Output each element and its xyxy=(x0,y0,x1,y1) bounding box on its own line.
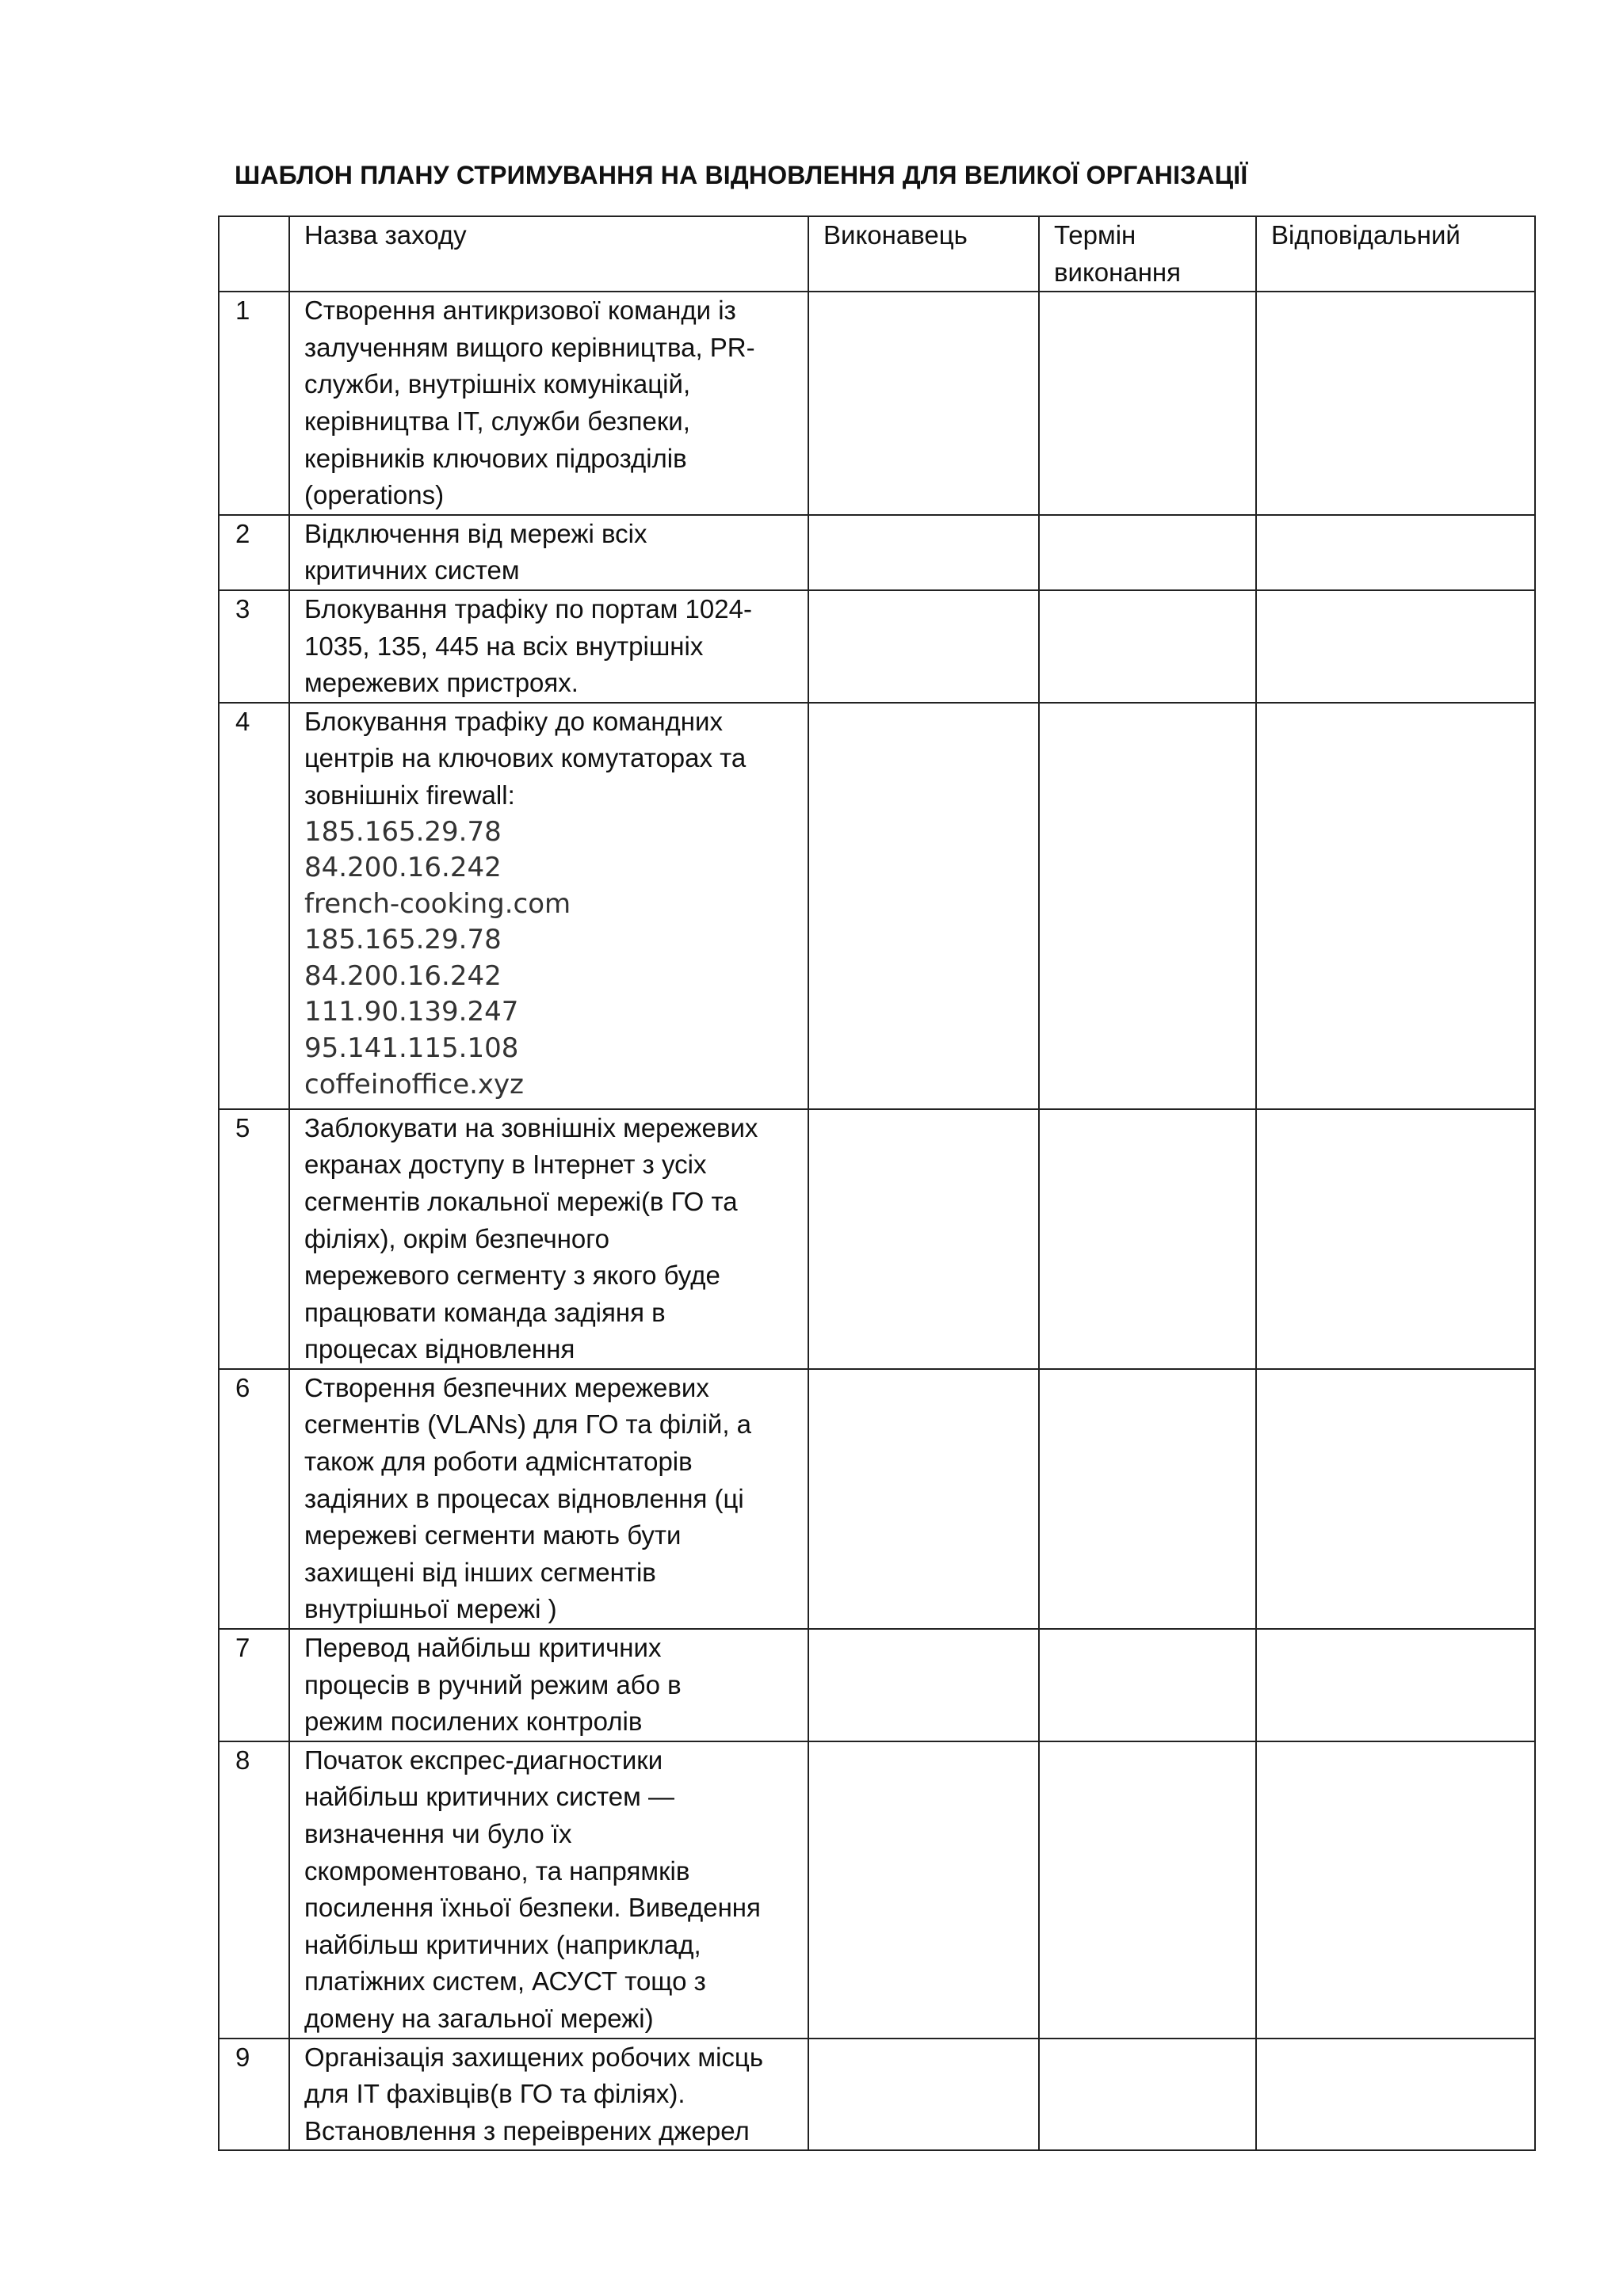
row-number: 6 xyxy=(219,1369,289,1629)
header-deadline: Термін виконання xyxy=(1039,216,1256,292)
executor-cell xyxy=(808,1629,1039,1741)
executor-cell xyxy=(808,703,1039,1109)
header-responsible: Відповідальний xyxy=(1256,216,1535,292)
table-row xyxy=(219,292,1535,515)
plan-table xyxy=(218,215,1536,2151)
responsible-cell xyxy=(1256,515,1535,590)
responsible-cell xyxy=(1256,1369,1535,1629)
deadline-cell xyxy=(1039,1109,1256,1369)
header-executor: Виконавець xyxy=(808,216,1039,292)
blocked-addresses-list xyxy=(304,814,795,1104)
header-number-cell xyxy=(219,216,289,292)
blocked-address: 111.90.139.247 xyxy=(304,996,519,1028)
row-number: 9 xyxy=(219,2039,289,2151)
row-number: 7 xyxy=(219,1629,289,1741)
table-row xyxy=(219,2039,1535,2151)
table-row xyxy=(219,1109,1535,1369)
executor-cell xyxy=(808,590,1039,703)
responsible-cell xyxy=(1256,590,1535,703)
measure-name: Блокування трафіку до командних центрів на ключових комутаторах та зовнішніх firewall: 185.165.29.78 84.200.16.242 french-cooking.com 185.165.29.78 84.200.16.242 111.90.139.247 95.141.115.108 coffeinoffice.xyz xyxy=(289,703,808,1109)
table-row xyxy=(219,515,1535,590)
table-row xyxy=(219,590,1535,703)
responsible-cell xyxy=(1256,703,1535,1109)
deadline-cell xyxy=(1039,1629,1256,1741)
header-measure-name: Назва заходу xyxy=(289,216,808,292)
page-title: ШАБЛОН ПЛАНУ СТРИМУВАННЯ НА ВІДНОВЛЕННЯ ДЛЯ ВЕЛИКОЇ ОРГАНІЗАЦІЇ xyxy=(235,161,1248,189)
measure-name: Організація захищених робочих місць для IT фахівців(в ГО та філіях). Встановлення з переіврених джерел xyxy=(289,2039,808,2151)
executor-cell xyxy=(808,515,1039,590)
deadline-cell xyxy=(1039,703,1256,1109)
deadline-cell xyxy=(1039,515,1256,590)
deadline-cell xyxy=(1039,2039,1256,2151)
blocked-address: coffeinoffice.xyz xyxy=(304,1068,525,1100)
executor-cell xyxy=(808,1741,1039,2039)
row-number: 8 xyxy=(219,1741,289,2039)
blocked-address: 84.200.16.242 xyxy=(304,959,502,992)
deadline-cell xyxy=(1039,590,1256,703)
executor-cell xyxy=(808,2039,1039,2151)
blocked-address: 95.141.115.108 xyxy=(304,1032,519,1065)
row-number: 2 xyxy=(219,515,289,590)
executor-cell xyxy=(808,1369,1039,1629)
row-number: 3 xyxy=(219,590,289,703)
row-number: 1 xyxy=(219,292,289,515)
executor-cell xyxy=(808,1109,1039,1369)
responsible-cell xyxy=(1256,1629,1535,1741)
row-number: 5 xyxy=(219,1109,289,1369)
blocked-address: french-cooking.com xyxy=(304,887,571,920)
responsible-cell xyxy=(1256,1741,1535,2039)
measure-name: Початок експрес-диагностики найбільш критичних систем — визначення чи було їх скомроментовано, та напрямків посилення їхньої безпеки. Виведення найбільш критичних (наприклад, платіжних систем, АСУСТ тощо з домену на загальної мережі) xyxy=(289,1741,808,2039)
responsible-cell xyxy=(1256,1109,1535,1369)
measure-name: Заблокувати на зовнішніх мережевих екранах доступу в Інтернет з усіх сегментів локальної мережі(в ГО та філіях), окрім безпечного мережевого сегменту з якого буде працювати команда задіяня в процесах відновлення xyxy=(289,1109,808,1369)
measure-name: Блокування трафіку по портам 1024- 1035, 135, 445 на всіх внутрішніх мережевих пристроях. xyxy=(289,590,808,703)
measure-name: Створення безпечних мережевих сегментів (VLANs) для ГО та філій, а також для роботи адміснтаторів задіяних в процесах відновлення (ці мережеві сегменти мають бути захищені від інших сегментів внутрішньої мережі ) xyxy=(289,1369,808,1629)
table-row xyxy=(219,703,1535,1109)
table-row xyxy=(219,1741,1535,2039)
deadline-cell xyxy=(1039,1741,1256,2039)
blocked-address: 185.165.29.78 xyxy=(304,924,502,956)
measure-name: Створення антикризової команди із залученням вищого керівництва, PR- служби, внутрішніх комунікацій, керівництва IT, служби безпеки, керівників ключових підрозділів (operations) xyxy=(289,292,808,515)
deadline-cell xyxy=(1039,292,1256,515)
blocked-address: 185.165.29.78 xyxy=(304,815,502,848)
blocked-address: 84.200.16.242 xyxy=(304,852,502,884)
header-row xyxy=(219,216,1535,292)
table-row xyxy=(219,1629,1535,1741)
responsible-cell xyxy=(1256,2039,1535,2151)
table-row xyxy=(219,1369,1535,1629)
measure-name: Перевод найбільш критичних процесів в ручний режим або в режим посилених контролів xyxy=(289,1629,808,1741)
row-number: 4 xyxy=(219,703,289,1109)
measure-name: Відключення від мережі всіх критичних систем xyxy=(289,515,808,590)
deadline-cell xyxy=(1039,1369,1256,1629)
executor-cell xyxy=(808,292,1039,515)
responsible-cell xyxy=(1256,292,1535,515)
